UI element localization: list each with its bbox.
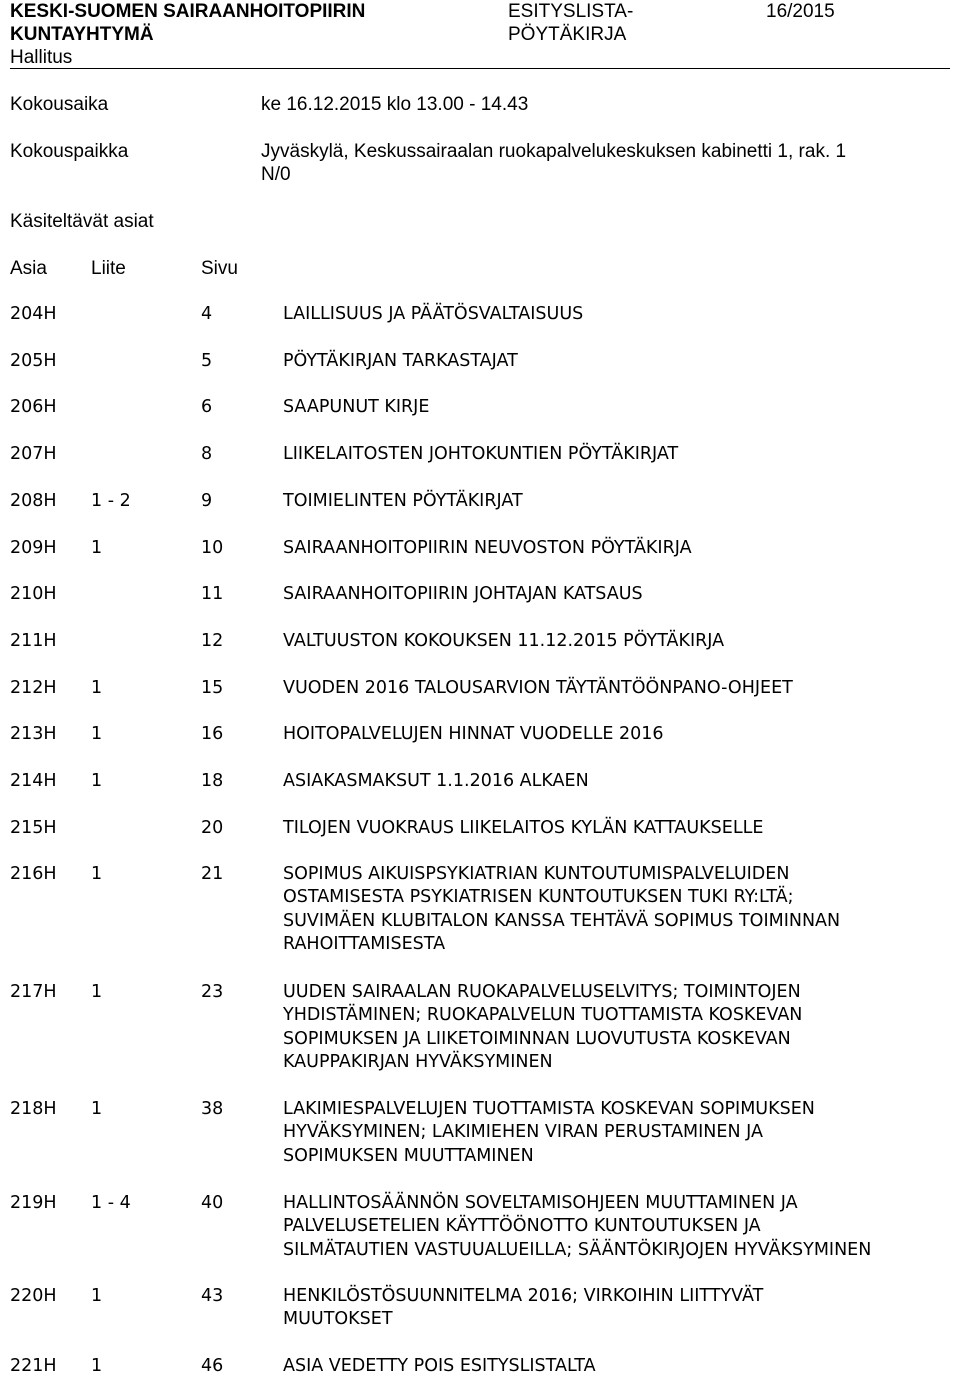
organization-name-line1: KESKI-SUOMEN SAIRAANHOITOPIIRIN <box>10 1 366 22</box>
agenda-item-number: 206H <box>10 397 57 417</box>
column-header-liite: Liite <box>91 258 126 279</box>
document-type-line2: PÖYTÄKIRJA <box>508 24 627 45</box>
agenda-item-attachment: 1 <box>91 1286 103 1306</box>
document-type <box>508 0 633 46</box>
agenda-item-title: VALTUUSTON KOKOUKSEN 11.12.2015 PÖYTÄKIRJA <box>283 631 725 651</box>
agenda-item-title: HENKILÖSTÖSUUNNITELMA 2016; VIRKOIHIN LIITTYVÄT MUUTOKSET <box>283 1286 764 1330</box>
agenda-item-attachment: 1 <box>91 1356 103 1376</box>
agenda-item-page: 4 <box>201 304 213 324</box>
agenda-item-page: 11 <box>201 584 224 604</box>
agenda-item-title: LAKIMIESPALVELUJEN TUOTTAMISTA KOSKEVAN SOPIMUKSEN HYVÄKSYMINEN; LAKIMIEHEN VIRAN PERUSTAMINEN JA SOPIMUKSEN MUUTTAMINEN <box>283 1099 815 1166</box>
agenda-item-number: 210H <box>10 584 57 604</box>
agenda-title: Käsiteltävät asiat <box>10 211 154 232</box>
document-type-line1: ESITYSLISTA- <box>508 1 634 22</box>
agenda-item-title: SAIRAANHOITOPIIRIN NEUVOSTON PÖYTÄKIRJA <box>283 538 692 558</box>
document-header <box>10 0 950 69</box>
agenda-item-number: 212H <box>10 678 57 698</box>
agenda-item-number: 216H <box>10 864 57 884</box>
agenda-item-page: 10 <box>201 538 224 558</box>
agenda-item-title: VUODEN 2016 TALOUSARVION TÄYTÄNTÖÖNPANO-OHJEET <box>283 678 793 698</box>
agenda-item-title: SAIRAANHOITOPIIRIN JOHTAJAN KATSAUS <box>283 584 643 604</box>
agenda-item-number: 204H <box>10 304 57 324</box>
meeting-time-label: Kokousaika <box>10 94 109 115</box>
agenda-item-title: ASIA VEDETTY POIS ESITYSLISTALTA <box>283 1356 596 1376</box>
agenda-item-title: ASIAKASMAKSUT 1.1.2016 ALKAEN <box>283 771 589 791</box>
agenda-item-title: LAILLISUUS JA PÄÄTÖSVALTAISUUS <box>283 304 584 324</box>
agenda-item-page: 16 <box>201 724 224 744</box>
agenda-item-number: 213H <box>10 724 57 744</box>
agenda-item-title: HALLINTOSÄÄNNÖN SOVELTAMISOHJEEN MUUTTAMINEN JA PALVELUSETELIEN KÄYTTÖÖNOTTO KUNTOUTUKSEN JA SILMÄTAUTIEN VASTUUALUEILLA; SÄÄNTÖKIRJOJEN HYVÄKSYMINEN <box>283 1193 872 1260</box>
agenda-item-title: PÖYTÄKIRJAN TARKASTAJAT <box>283 351 518 371</box>
agenda-item-number: 217H <box>10 982 57 1002</box>
agenda-item-number: 207H <box>10 444 57 464</box>
column-header-sivu: Sivu <box>201 258 238 279</box>
agenda-item-page: 6 <box>201 397 213 417</box>
agenda-item-page: 38 <box>201 1099 224 1119</box>
agenda-item-attachment: 1 <box>91 864 103 884</box>
agenda-item-page: 46 <box>201 1356 224 1376</box>
agenda-item-page: 18 <box>201 771 224 791</box>
agenda-item-attachment: 1 - 4 <box>91 1193 131 1213</box>
organization-name <box>10 0 365 46</box>
agenda-item-page: 43 <box>201 1286 224 1306</box>
agenda-item-page: 23 <box>201 982 224 1002</box>
meeting-place-value-line2: N/0 <box>261 164 291 185</box>
agenda-item-attachment: 1 <box>91 724 103 744</box>
agenda-item-page: 15 <box>201 678 224 698</box>
agenda-item-page: 21 <box>201 864 224 884</box>
organization-name-line2: KUNTAYHTYMÄ <box>10 24 154 45</box>
agenda-item-number: 215H <box>10 818 57 838</box>
column-header-asia: Asia <box>10 258 47 279</box>
agenda-item-attachment: 1 <box>91 982 103 1002</box>
agenda-item-title: HOITOPALVELUJEN HINNAT VUODELLE 2016 <box>283 724 664 744</box>
agenda-item-title: TILOJEN VUOKRAUS LIIKELAITOS KYLÄN KATTAUKSELLE <box>283 818 764 838</box>
agenda-item-number: 214H <box>10 771 57 791</box>
agenda-item-page: 8 <box>201 444 213 464</box>
agenda-item-number: 218H <box>10 1099 57 1119</box>
governing-body: Hallitus <box>10 47 73 68</box>
agenda-item-number: 208H <box>10 491 57 511</box>
agenda-item-title: SOPIMUS AIKUISPSYKIATRIAN KUNTOUTUMISPALVELUIDEN OSTAMISESTA PSYKIATRISEN KUNTOUTUKSEN TUKI RY:LTÄ; SUVIMÄEN KLUBITALON KANSSA TEHTÄVÄ SOPIMUS TOIMINNAN RAHOITTAMISESTA <box>283 864 841 955</box>
agenda-item-title: SAAPUNUT KIRJE <box>283 397 430 417</box>
meeting-place-value <box>261 140 846 186</box>
agenda-item-attachment: 1 <box>91 1099 103 1119</box>
meeting-place-label: Kokouspaikka <box>10 141 129 162</box>
agenda-item-title: TOIMIELINTEN PÖYTÄKIRJAT <box>283 491 523 511</box>
agenda-item-number: 209H <box>10 538 57 558</box>
agenda-item-attachment: 1 <box>91 538 103 558</box>
meeting-place-value-line1: Jyväskylä, Keskussairaalan ruokapalvelukeskuksen kabinetti 1, rak. 1 <box>261 141 847 162</box>
meeting-time-value: ke 16.12.2015 klo 13.00 - 14.43 <box>261 94 529 115</box>
agenda-item-number: 205H <box>10 351 57 371</box>
agenda-item-page: 9 <box>201 491 213 511</box>
agenda-item-attachment: 1 <box>91 771 103 791</box>
agenda-item-attachment: 1 <box>91 678 103 698</box>
agenda-item-page: 5 <box>201 351 213 371</box>
agenda-item-page: 40 <box>201 1193 224 1213</box>
agenda-item-attachment: 1 - 2 <box>91 491 131 511</box>
document-number: 16/2015 <box>766 1 835 22</box>
agenda-item-number: 211H <box>10 631 57 651</box>
agenda-item-page: 20 <box>201 818 224 838</box>
agenda-item-title: UUDEN SAIRAALAN RUOKAPALVELUSELVITYS; TOIMINTOJEN YHDISTÄMINEN; RUOKAPALVELUN TUOTTAMISTA KOSKEVAN SOPIMUKSEN JA LIIKETOIMINNAN LUOVUTUSTA KOSKEVAN KAUPPAKIRJAN HYVÄKSYMINEN <box>283 982 803 1073</box>
agenda-item-number: 221H <box>10 1356 57 1376</box>
agenda-item-number: 220H <box>10 1286 57 1306</box>
agenda-item-page: 12 <box>201 631 224 651</box>
agenda-item-title: LIIKELAITOSTEN JOHTOKUNTIEN PÖYTÄKIRJAT <box>283 444 679 464</box>
agenda-item-number: 219H <box>10 1193 57 1213</box>
